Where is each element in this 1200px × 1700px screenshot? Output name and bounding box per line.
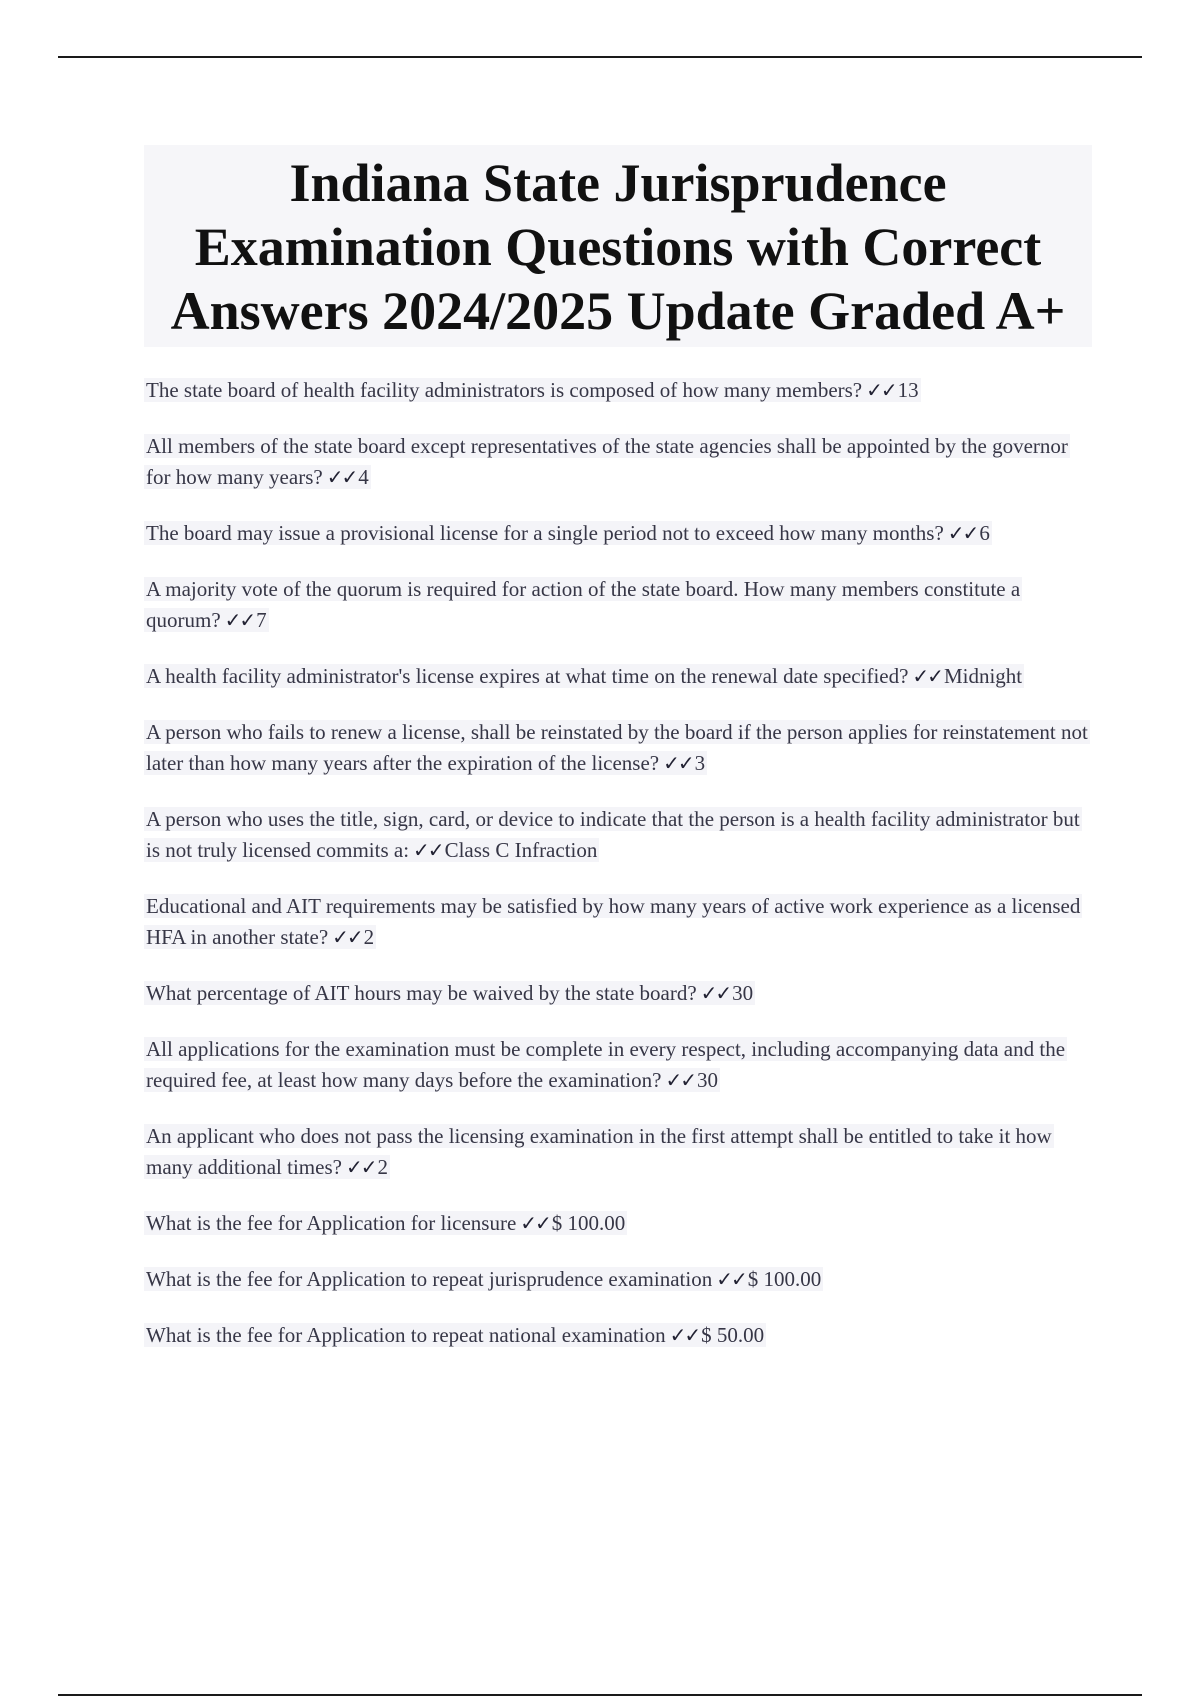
document-page: [144, 145, 1092, 1376]
answer-text: 13: [897, 378, 919, 402]
qa-item: [144, 891, 1092, 953]
qa-text: [144, 577, 1022, 632]
answer-text: $ 100.00: [747, 1267, 822, 1291]
qa-item: [144, 978, 1092, 1009]
qa-item: [144, 518, 1092, 549]
qa-item: [144, 717, 1092, 779]
double-check-icon: ✓✓: [716, 1267, 746, 1291]
qa-text: [144, 1267, 823, 1291]
double-check-icon: ✓✓: [663, 751, 693, 775]
question-text: A health facility administrator's license expires at what time on the renewal date specified?: [146, 664, 909, 688]
question-text: What is the fee for Application to repeat national examination: [146, 1323, 666, 1347]
qa-text: [144, 1211, 627, 1235]
double-check-icon: ✓✓: [332, 925, 362, 949]
double-check-icon: ✓✓: [912, 664, 942, 688]
qa-item: [144, 375, 1092, 406]
answer-text: $ 100.00: [551, 1211, 626, 1235]
qa-item: [144, 1121, 1092, 1183]
question-text: A person who fails to renew a license, shall be reinstated by the board if the person applies for reinstatement not later than how many years after the expiration of the license?: [146, 720, 1088, 775]
qa-text: [144, 981, 755, 1005]
question-text: The board may issue a provisional license for a single period not to exceed how many months?: [146, 521, 944, 545]
question-text: Educational and AIT requirements may be satisfied by how many years of active work experience as a licensed HFA in another state?: [146, 894, 1081, 949]
answer-text: 2: [363, 925, 375, 949]
title-line: Answers 2024/2025 Update Graded A+: [170, 281, 1066, 341]
answer-text: 3: [694, 751, 706, 775]
double-check-icon: ✓✓: [413, 838, 443, 862]
double-check-icon: ✓✓: [866, 378, 896, 402]
answer-text: 30: [732, 981, 754, 1005]
answer-text: 6: [979, 521, 990, 545]
top-rule: [58, 56, 1142, 58]
double-check-icon: ✓✓: [947, 521, 978, 545]
answer-text: 2: [377, 1155, 388, 1179]
question-text: What is the fee for Application for licensure: [146, 1211, 517, 1235]
qa-text: [144, 807, 1082, 862]
question-text: An applicant who does not pass the licensing examination in the first attempt shall be entitled to take it how many additional times?: [146, 1124, 1052, 1179]
answer-text: 4: [358, 465, 369, 489]
qa-text: [144, 521, 992, 545]
qa-item: [144, 431, 1092, 493]
question-text: What is the fee for Application to repeat jurisprudence examination: [146, 1267, 713, 1291]
question-text: All applications for the examination must be complete in every respect, including accompanying data and the required fee, at least how many days before the examination?: [146, 1037, 1066, 1092]
qa-list: [144, 375, 1092, 1351]
qa-text: [144, 720, 1090, 775]
double-check-icon: ✓✓: [665, 1068, 695, 1092]
question-text: The state board of health facility administrators is composed of how many members?: [146, 378, 863, 402]
qa-item: [144, 574, 1092, 636]
title-line: Examination Questions with Correct: [194, 217, 1042, 277]
question-text: A person who uses the title, sign, card, or device to indicate that the person is a health facility administrator but is not truly licensed commits a:: [146, 807, 1080, 862]
qa-text: [144, 1124, 1054, 1179]
double-check-icon: ✓✓: [345, 1155, 376, 1179]
question-text: All members of the state board except representatives of the state agencies shall be appointed by the governor for how many years?: [146, 434, 1068, 489]
qa-item: [144, 1034, 1092, 1096]
document-title: [144, 145, 1092, 347]
answer-text: Class C Infraction: [444, 838, 598, 862]
qa-item: [144, 1208, 1092, 1239]
double-check-icon: ✓✓: [700, 981, 731, 1005]
qa-text: [144, 378, 921, 402]
double-check-icon: ✓✓: [326, 465, 357, 489]
qa-text: [144, 894, 1082, 949]
qa-item: [144, 1320, 1092, 1351]
question-text: What percentage of AIT hours may be waived by the state board?: [146, 981, 697, 1005]
qa-text: [144, 434, 1070, 489]
qa-item: [144, 661, 1092, 692]
double-check-icon: ✓✓: [224, 608, 255, 632]
double-check-icon: ✓✓: [669, 1323, 700, 1347]
qa-text: [144, 1323, 766, 1347]
qa-text: [144, 664, 1024, 688]
qa-text: [144, 1037, 1067, 1092]
answer-text: 30: [696, 1068, 718, 1092]
title-line: Indiana State Jurisprudence: [289, 153, 947, 213]
double-check-icon: ✓✓: [520, 1211, 550, 1235]
answer-text: Midnight: [943, 664, 1023, 688]
qa-item: [144, 1264, 1092, 1295]
bottom-rule: [58, 1694, 1142, 1696]
question-text: A majority vote of the quorum is required for action of the state board. How many members constitute a quorum?: [146, 577, 1021, 632]
qa-item: [144, 804, 1092, 866]
answer-text: $ 50.00: [701, 1323, 765, 1347]
answer-text: 7: [256, 608, 267, 632]
